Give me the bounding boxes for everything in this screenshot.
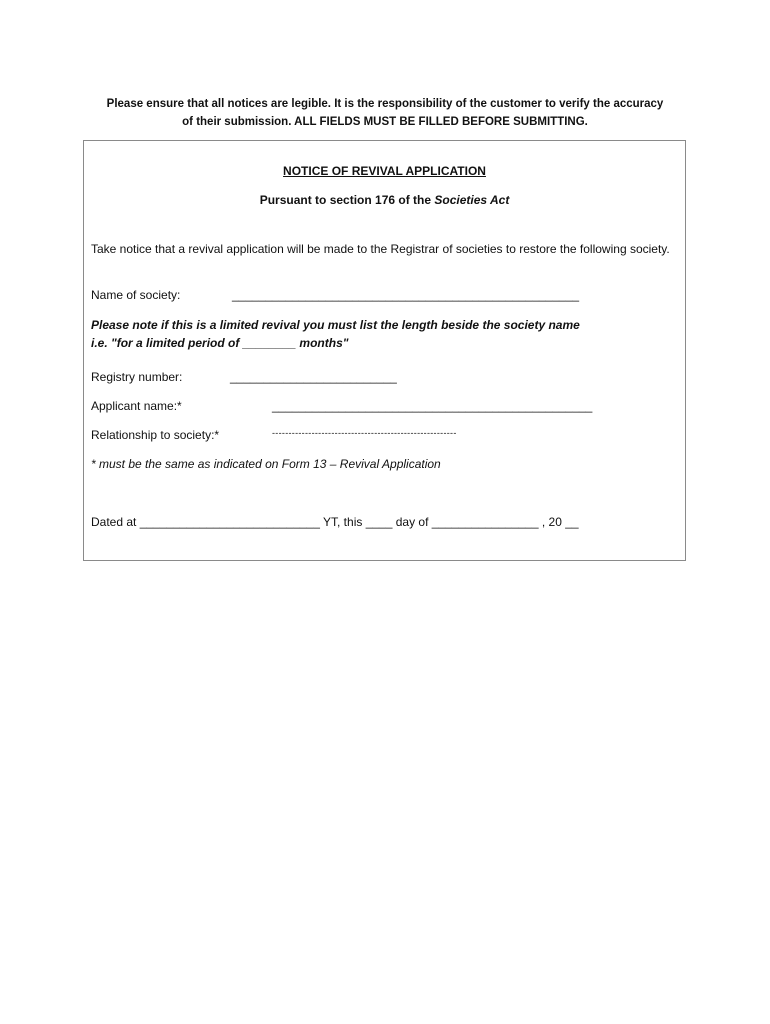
registry-number-label: Registry number: bbox=[91, 370, 183, 384]
applicant-name-field[interactable]: ________________________________________________ bbox=[272, 399, 593, 413]
notice-title: NOTICE OF REVIVAL APPLICATION bbox=[283, 164, 486, 178]
registry-number-field[interactable]: _________________________ bbox=[230, 370, 397, 384]
limited-revival-note-line-2: i.e. "for a limited period of ________ months" bbox=[91, 336, 349, 350]
relationship-label: Relationship to society:* bbox=[91, 428, 220, 442]
instructions-line-2: of their submission. ALL FIELDS MUST BE FILLED BEFORE SUBMITTING. bbox=[182, 116, 588, 128]
form-13-footnote: * must be the same as indicated on Form 13 – Revival Application bbox=[91, 457, 441, 471]
subtitle-prefix: Pursuant to section 176 of the bbox=[259, 193, 435, 207]
relationship-field[interactable]: -------------------------------------------------------- bbox=[272, 428, 457, 438]
applicant-name-label: Applicant name:* bbox=[91, 399, 182, 413]
limited-revival-note-line-1: Please note if this is a limited revival you must list the length beside the society name bbox=[91, 318, 580, 332]
society-name-field[interactable]: ____________________________________________________ bbox=[232, 288, 580, 302]
submission-instructions bbox=[60, 95, 710, 131]
society-name-label: Name of society: bbox=[91, 288, 181, 302]
instructions-line-1: Please ensure that all notices are legible. It is the responsibility of the customer to verify the accuracy bbox=[106, 98, 664, 110]
dated-line[interactable]: Dated at ___________________________ YT, this ____ day of ________________ , 20 __ bbox=[91, 515, 579, 529]
intro-paragraph: Take notice that a revival application will be made to the Registrar of societies to restore the following society. bbox=[91, 242, 670, 256]
subtitle-act-name: Societies Act bbox=[434, 193, 510, 207]
notice-subtitle bbox=[84, 193, 685, 207]
notice-form-box bbox=[83, 140, 686, 561]
